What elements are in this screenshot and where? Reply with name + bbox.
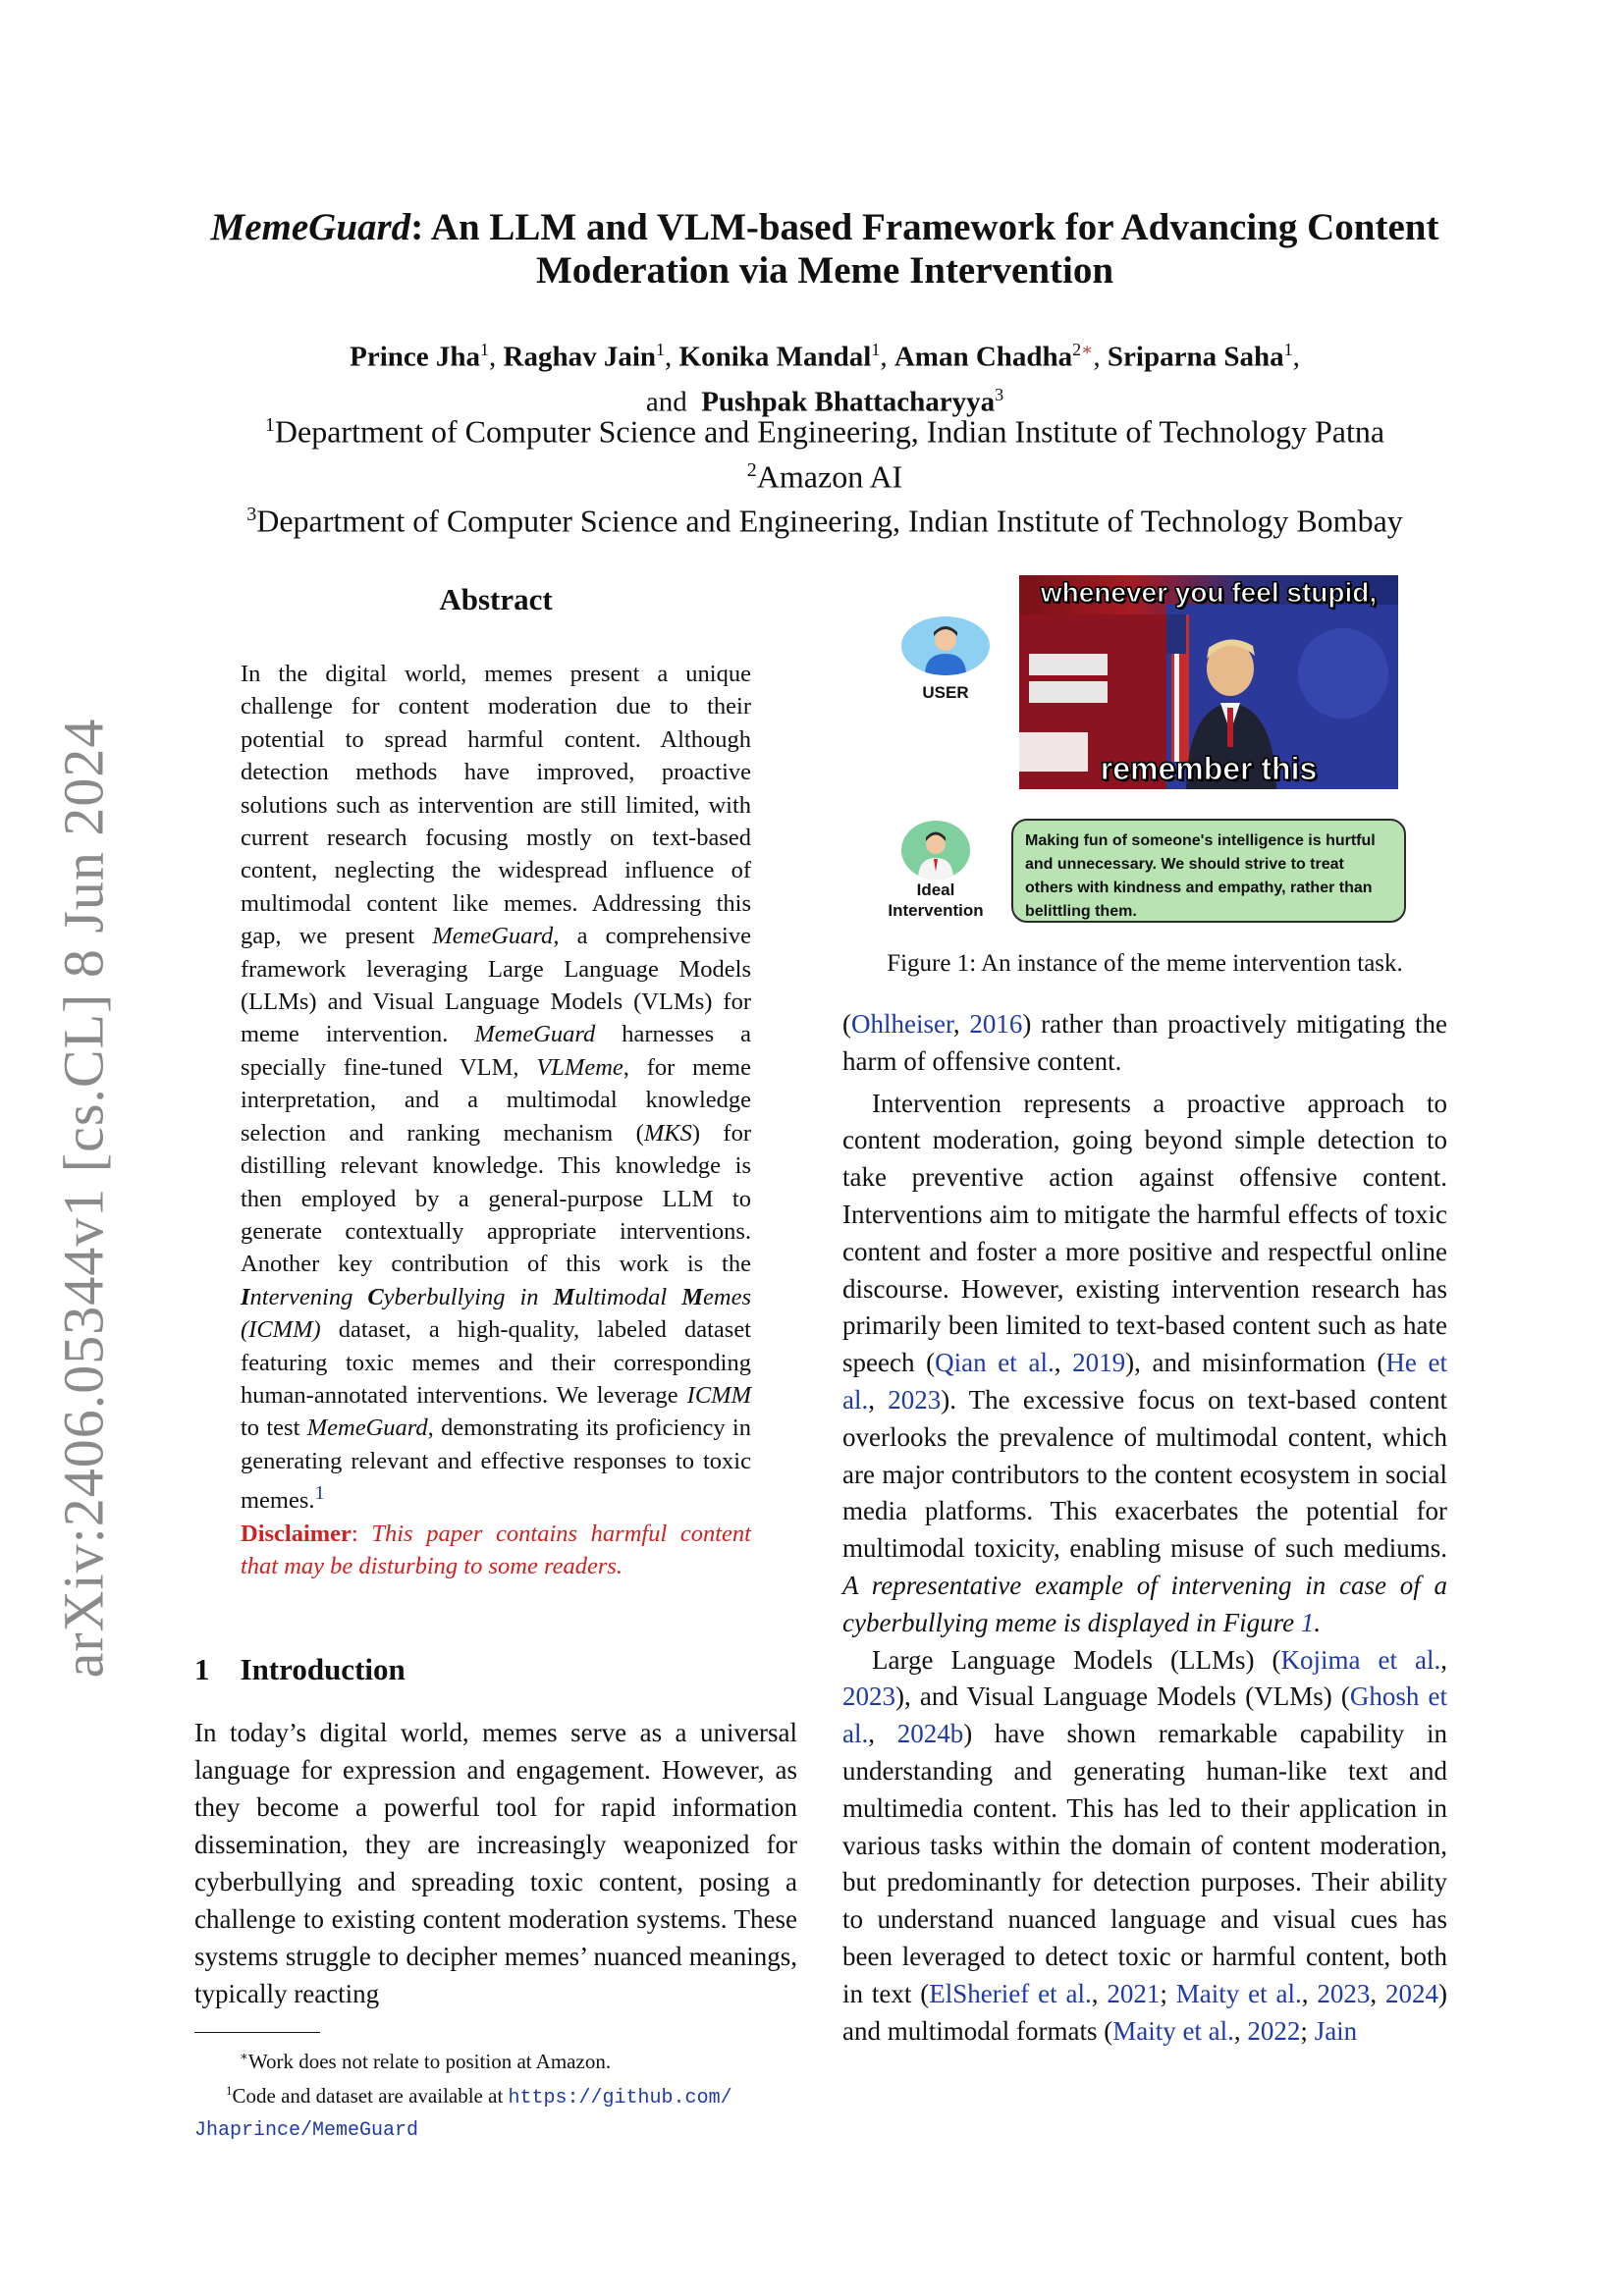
meme-top-text: whenever you feel stupid, bbox=[1040, 577, 1378, 608]
affil-mark: 2∗ bbox=[1072, 340, 1094, 359]
citation[interactable]: Jain bbox=[1314, 2015, 1358, 2046]
citation-year[interactable]: 2024 bbox=[1385, 1978, 1438, 2008]
affil-mark: 1 bbox=[1283, 340, 1293, 359]
author: Sriparna Saha bbox=[1107, 341, 1284, 373]
user-label: USER bbox=[922, 683, 969, 702]
figure-caption: Figure 1: An instance of the meme intervention task. bbox=[887, 950, 1403, 977]
abstract-heading: Abstract bbox=[439, 582, 553, 616]
footnote-rule bbox=[194, 2032, 320, 2033]
citation-year[interactable]: 2021 bbox=[1107, 1978, 1161, 2008]
citation-year[interactable]: 2019 bbox=[1072, 1348, 1126, 1378]
citation[interactable]: Maity et al. bbox=[1175, 1978, 1302, 2008]
citation[interactable]: Ohlheiser bbox=[851, 1009, 953, 1039]
citation-year[interactable]: 2023 bbox=[842, 1682, 895, 1712]
paragraph: Large Language Models (LLMs) (Kojima et al., 2023), and Visual Language Models (VLMs) (Ghosh et al., 2024b) have shown remarkable capability in understanding and generating human-like text and multimedia content. This has led to their application in various tasks within the domain of content moderation, but predominantly for detection purposes. Their ability to understand nuanced language and visual cues has been leveraged to detect toxic or harmful content, both in text (ElSherief et al., 2021; Maity et al., 2023, 2024) and multimodal formats (Maity et al., 2022; Jain bbox=[842, 1644, 1447, 2046]
paper-title bbox=[147, 206, 1502, 293]
title-rest: : An LLM and VLM-based Framework for Advancing Content Moderation via Meme Intervention bbox=[410, 206, 1439, 292]
meme-image bbox=[1019, 575, 1398, 789]
arxiv-sidebar bbox=[25, 718, 142, 1678]
citation[interactable]: Maity et al. bbox=[1112, 2015, 1234, 2046]
author: Raghav Jain bbox=[503, 341, 657, 373]
ideal-intervention-label: Ideal Intervention bbox=[888, 881, 984, 920]
affil-mark: 1 bbox=[656, 340, 666, 359]
user-avatar-icon bbox=[901, 616, 990, 675]
disclaimer-text: This paper contains harmful content that may be disturbing to some readers. bbox=[241, 1520, 751, 1580]
intervention-avatar-icon bbox=[901, 821, 970, 880]
intervention-bubble: Making fun of someone's intelligence is hurtful and unnecessary. We should strive to treat others with kindness and empathy, rather than belittling them. bbox=[1011, 819, 1406, 923]
title-emphasis: MemeGuard bbox=[210, 206, 411, 248]
affiliation: $^3$Department of Computer Science and Engineering, Indian Institute of Technology Bombay bbox=[246, 503, 1403, 539]
citation[interactable]: ElSherief et al. bbox=[929, 1978, 1092, 2008]
right-column bbox=[842, 1006, 1447, 2050]
citation[interactable]: He et al. bbox=[842, 1348, 1448, 1415]
affiliation: $^1$Department of Computer Science and Engineering, Indian Institute of Technology Patna bbox=[264, 413, 1385, 450]
affil-mark: 1 bbox=[871, 340, 881, 359]
intro-paragraph: In today’s digital world, memes serve as a universal language for expression and engagement. However, as they become a powerful tool for rapid information dissemination, they are increasingly weaponized for cyberbullying and spreading toxic content, posing a challenge to existing content moderation systems. These systems struggle to decipher memes’ nuanced meanings, typically reacting bbox=[194, 1718, 797, 2008]
affil-mark: 3 bbox=[995, 384, 1004, 404]
affiliations bbox=[147, 406, 1502, 541]
paragraph: (Ohlheiser, 2016) rather than proactively mitigating the harm of offensive content. bbox=[842, 1009, 1447, 1076]
footnotes bbox=[194, 2042, 803, 2146]
citation[interactable]: Qian et al. bbox=[935, 1348, 1055, 1378]
author-list: Prince Jha$^1$, Raghav Jain$^1$, Konika Mandal$^1$, Aman Chadha$^{2∗}$, Sriparna Saha$^1$, and Pushpak Bhattacharyya$^3$ bbox=[350, 340, 1300, 418]
citation-year[interactable]: 2023 bbox=[888, 1384, 942, 1415]
affiliation: $^2$Amazon AI bbox=[746, 458, 903, 495]
author: Aman Chadha bbox=[893, 341, 1073, 373]
abstract-body: In the digital world, memes present a unique challenge for content moderation due to their potential to spread harmful content. Although detection methods have improved, proactive solutions such as intervention are still limited, with current research focusing mostly on text-based content, neglecting the widespread influence of multimodal content like memes. Addressing this gap, we present MemeGuard, a comprehensive framework leveraging Large Language Models (LLMs) and Visual Language Models (VLMs) for meme intervention. MemeGuard harnesses a specially fine-tuned VLM, VLMeme, for meme interpretation, and a multimodal knowledge selection and ranking mechanism (MKS) for distilling relevant knowledge. This knowledge is then employed by a general-purpose LLM to generate contextually appropriate interventions. Another key contribution of this work is the Intervening Cyberbullying in Multimodal Memes (ICMM) dataset, a high-quality, labeled dataset featuring toxic memes and their corresponding human-annotated interventions. We leverage ICMM to test MemeGuard, demonstrating its proficiency in generating relevant and effective responses to toxic memes.$^1$ Disclaimer: This paper contains harmful content that may be disturbing to some readers. bbox=[241, 661, 752, 1580]
arxiv-identifier: arXiv:2406.05344v1 [cs.CL] 8 Jun 2024 bbox=[51, 718, 116, 1678]
meme-bottom-text: remember this bbox=[1100, 751, 1318, 786]
disclaimer-label: Disclaimer bbox=[241, 1520, 352, 1547]
code-link[interactable]: https://github.com/ bbox=[508, 2087, 732, 2109]
citation-year[interactable]: 2023 bbox=[1317, 1978, 1371, 2008]
footnote-2-cont bbox=[194, 2113, 803, 2146]
citation-year[interactable]: 2022 bbox=[1247, 2015, 1301, 2046]
author: Konika Mandal bbox=[678, 341, 872, 373]
footnote-2: $^1$Code and dataset are available at https://github.com/ bbox=[226, 2083, 732, 2109]
code-link-cont[interactable]: Jhaprince/MemeGuard bbox=[194, 2119, 419, 2142]
figure-ref[interactable]: 1 bbox=[1300, 1607, 1315, 1637]
section-heading: 1 Introduction bbox=[194, 1652, 406, 1686]
citation[interactable]: Ghosh et al. bbox=[842, 1682, 1447, 1749]
author: Pushpak Bhattacharyya bbox=[701, 386, 996, 418]
footnote-1: ∗Work does not relate to position at Amazon. bbox=[240, 2049, 612, 2073]
author-and: and bbox=[645, 386, 687, 418]
affil-mark: 1 bbox=[480, 340, 490, 359]
citation-year[interactable]: 2016 bbox=[969, 1009, 1023, 1039]
author: Prince Jha bbox=[350, 341, 481, 373]
citation-year[interactable]: 2024b bbox=[896, 1719, 964, 1749]
citation[interactable]: Kojima et al. bbox=[1280, 1644, 1441, 1675]
footnote-link[interactable]: 1 bbox=[314, 1482, 325, 1505]
paragraph: Intervention represents a proactive approach to content moderation, going beyond simple detection to take preventive action against offensive content. Interventions aim to mitigate the harmful effects of toxic content and foster a more positive and respectful online discourse. However, existing intervention research has primarily been limited to text-based content such as hate speech (Qian et al., 2019), and misinformation (He et al., 2023). The excessive focus on text-based content overlooks the prevalence of multimodal content, which are major contributors to the content ecosystem in social media platforms. This exacerbates the potential for multimodal toxicity, enabling misuse of such mediums. A representative example of intervening in case of a cyberbullying meme is displayed in Figure 1. bbox=[842, 1088, 1448, 1637]
